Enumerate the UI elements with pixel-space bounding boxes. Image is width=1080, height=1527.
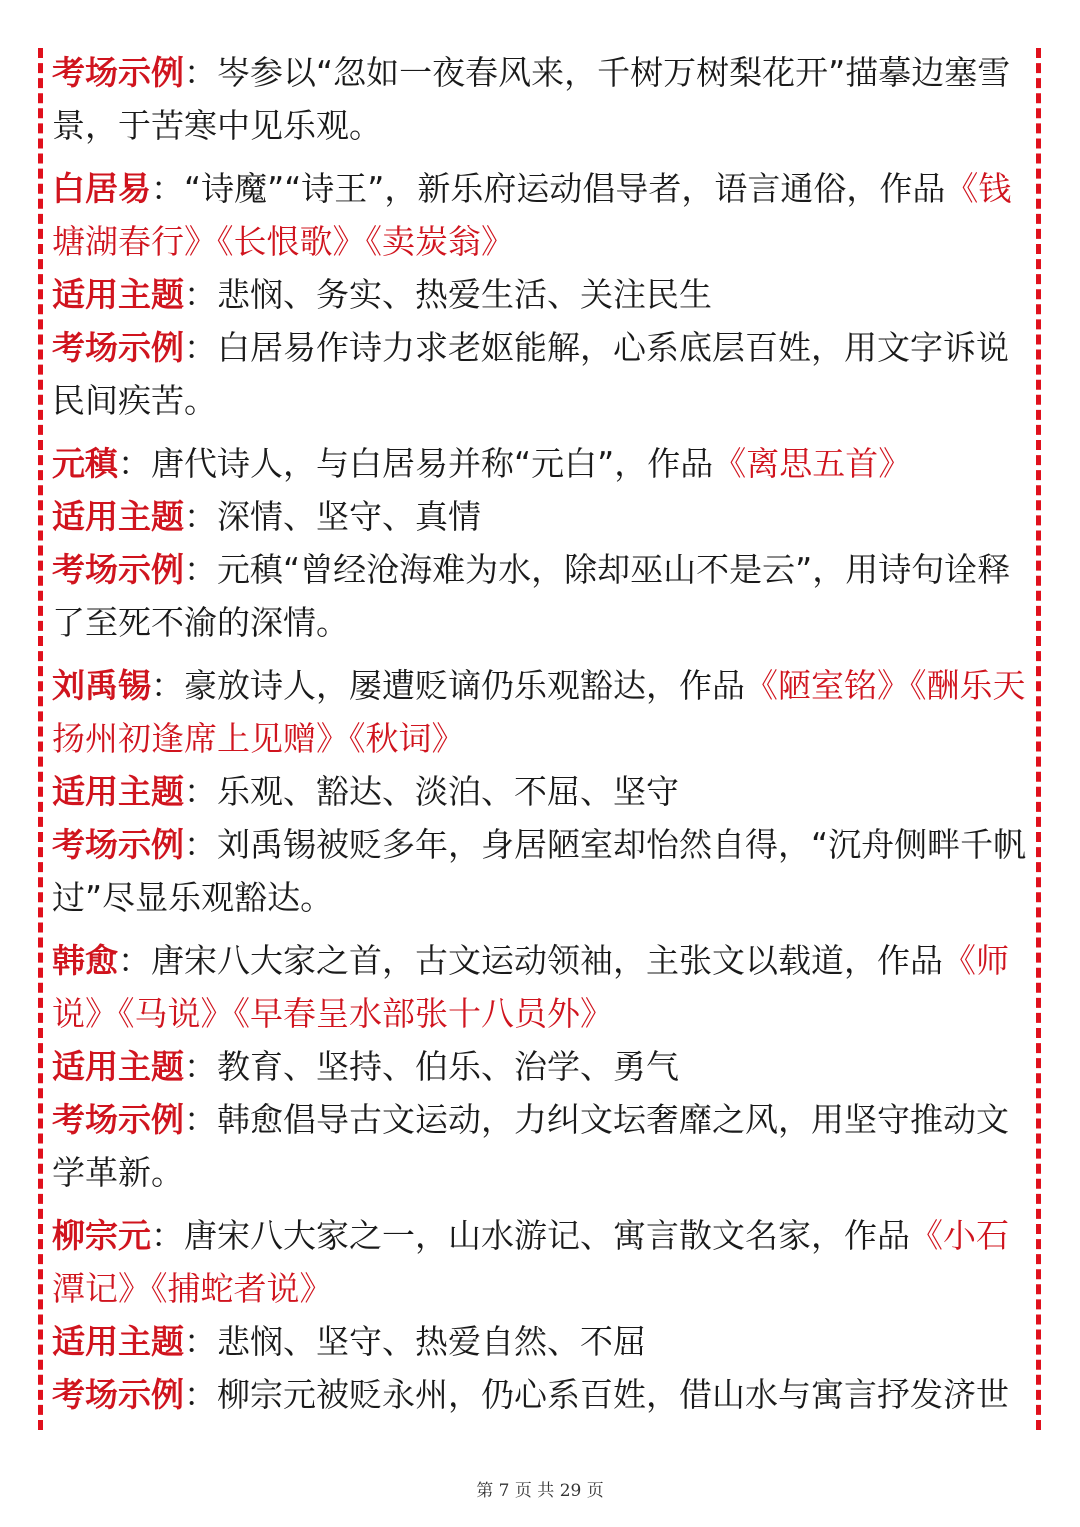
poet-works: 《离思五首》 — [713, 444, 912, 483]
example-text: 白居易作诗力求老妪能解，心系底层百姓，用文字诉说民间疾苦。 — [52, 328, 1009, 420]
poet-works: 《小石潭记》《捕蛇者说》 — [52, 1216, 1009, 1308]
theme-text: 乐观、豁达、淡泊、不屈、坚守 — [217, 772, 679, 811]
intro-line: 元稹：唐代诗人，与白居易并称“元白”，作品《离思五首》 — [52, 444, 912, 483]
example-text: 刘禹锡被贬多年，身居陋室却怡然自得，“沉舟侧畔千帆过”尽显乐观豁达。 — [52, 825, 1027, 917]
intro-line: 刘禹锡：豪放诗人，屡遭贬谪仍乐观豁达，作品《陋室铭》《酬乐天扬州初逢席上见赠》《秋词》 — [52, 666, 1026, 758]
theme-text: 教育、坚持、伯乐、治学、勇气 — [217, 1047, 679, 1086]
poet-intro: 唐宋八大家之首，古文运动领袖，主张文以载道，作品 — [151, 941, 943, 980]
example-line: 考场示例：刘禹锡被贬多年，身居陋室却怡然自得，“沉舟侧畔千帆过”尽显乐观豁达。 — [52, 825, 1027, 917]
intro-line: 柳宗元：唐宋八大家之一，山水游记、寓言散文名家，作品《小石潭记》《捕蛇者说》 — [52, 1216, 1009, 1308]
theme-line: 适用主题：悲悯、务实、热爱生活、关注民生 — [52, 275, 712, 314]
page-footer: 第 7 页 共 29 页 — [476, 1481, 604, 1501]
example-label: 考场示例 — [52, 53, 184, 92]
theme-text: 悲悯、坚守、热爱自然、不屈 — [217, 1322, 646, 1361]
poet-entry — [52, 46, 1027, 152]
theme-label: 适用主题 — [52, 497, 184, 536]
poet-entry — [52, 659, 1027, 924]
poet-name: 刘禹锡 — [52, 666, 151, 705]
poet-name: 韩愈 — [52, 941, 118, 980]
example-label: 考场示例 — [52, 1375, 184, 1414]
right-dashed-border — [1036, 48, 1041, 1430]
example-line: 考场示例：柳宗元被贬永州，仍心系百姓，借山水与寓言抒发济世 — [52, 1375, 1009, 1414]
poet-name: 柳宗元 — [52, 1216, 151, 1255]
poet-works: 《陋室铭》《酬乐天扬州初逢席上见赠》《秋词》 — [52, 666, 1026, 758]
poet-works: 《钱塘湖春行》《长恨歌》《卖炭翁》 — [52, 169, 1012, 261]
example-line: 考场示例：岑参以“忽如一夜春风来，千树万树梨花开”描摹边塞雪景，于苦寒中见乐观。 — [52, 53, 1011, 145]
example-line: 考场示例：白居易作诗力求老妪能解，心系底层百姓，用文字诉说民间疾苦。 — [52, 328, 1009, 420]
poet-name: 元稹 — [52, 444, 118, 483]
poet-entry — [52, 934, 1027, 1199]
theme-line: 适用主题：深情、坚守、真情 — [52, 497, 481, 536]
example-text: 柳宗元被贬永州，仍心系百姓，借山水与寓言抒发济世 — [217, 1375, 1009, 1414]
poet-entry — [52, 1209, 1027, 1421]
example-label: 考场示例 — [52, 328, 184, 367]
theme-line: 适用主题：乐观、豁达、淡泊、不屈、坚守 — [52, 772, 679, 811]
poet-intro: 唐宋八大家之一，山水游记、寓言散文名家，作品 — [184, 1216, 910, 1255]
example-text: 岑参以“忽如一夜春风来，千树万树梨花开”描摹边塞雪景，于苦寒中见乐观。 — [52, 53, 1011, 145]
poet-entry — [52, 162, 1027, 427]
poet-intro: 豪放诗人，屡遭贬谪仍乐观豁达，作品 — [184, 666, 745, 705]
example-text: 韩愈倡导古文运动，力纠文坛奢靡之风，用坚守推动文学革新。 — [52, 1100, 1009, 1192]
poet-works: 《师说》《马说》《早春呈水部张十八员外》 — [52, 941, 1009, 1033]
theme-label: 适用主题 — [52, 1322, 184, 1361]
poet-intro: 唐代诗人，与白居易并称“元白”，作品 — [151, 444, 714, 483]
poet-intro: “诗魔”“诗王”，新乐府运动倡导者，语言通俗，作品 — [184, 169, 946, 208]
example-label: 考场示例 — [52, 825, 184, 864]
poet-entry — [52, 437, 1027, 649]
theme-line: 适用主题：悲悯、坚守、热爱自然、不屈 — [52, 1322, 646, 1361]
left-dashed-border — [38, 48, 43, 1430]
example-label: 考场示例 — [52, 1100, 184, 1139]
theme-text: 悲悯、务实、热爱生活、关注民生 — [217, 275, 712, 314]
theme-label: 适用主题 — [52, 772, 184, 811]
intro-line: 韩愈：唐宋八大家之首，古文运动领袖，主张文以载道，作品《师说》《马说》《早春呈水部张十八员外》 — [52, 941, 1009, 1033]
theme-text: 深情、坚守、真情 — [217, 497, 481, 536]
theme-line: 适用主题：教育、坚持、伯乐、治学、勇气 — [52, 1047, 679, 1086]
example-line: 考场示例：韩愈倡导古文运动，力纠文坛奢靡之风，用坚守推动文学革新。 — [52, 1100, 1009, 1192]
theme-label: 适用主题 — [52, 275, 184, 314]
example-label: 考场示例 — [52, 550, 184, 589]
intro-line: 白居易：“诗魔”“诗王”，新乐府运动倡导者，语言通俗，作品《钱塘湖春行》《长恨歌》《卖炭翁》 — [52, 169, 1012, 261]
example-text: 元稹“曾经沧海难为水，除却巫山不是云”，用诗句诠释了至死不渝的深情。 — [52, 550, 1011, 642]
theme-label: 适用主题 — [52, 1047, 184, 1086]
content — [52, 46, 1027, 1431]
poet-name: 白居易 — [52, 169, 151, 208]
example-line: 考场示例：元稹“曾经沧海难为水，除却巫山不是云”，用诗句诠释了至死不渝的深情。 — [52, 550, 1011, 642]
